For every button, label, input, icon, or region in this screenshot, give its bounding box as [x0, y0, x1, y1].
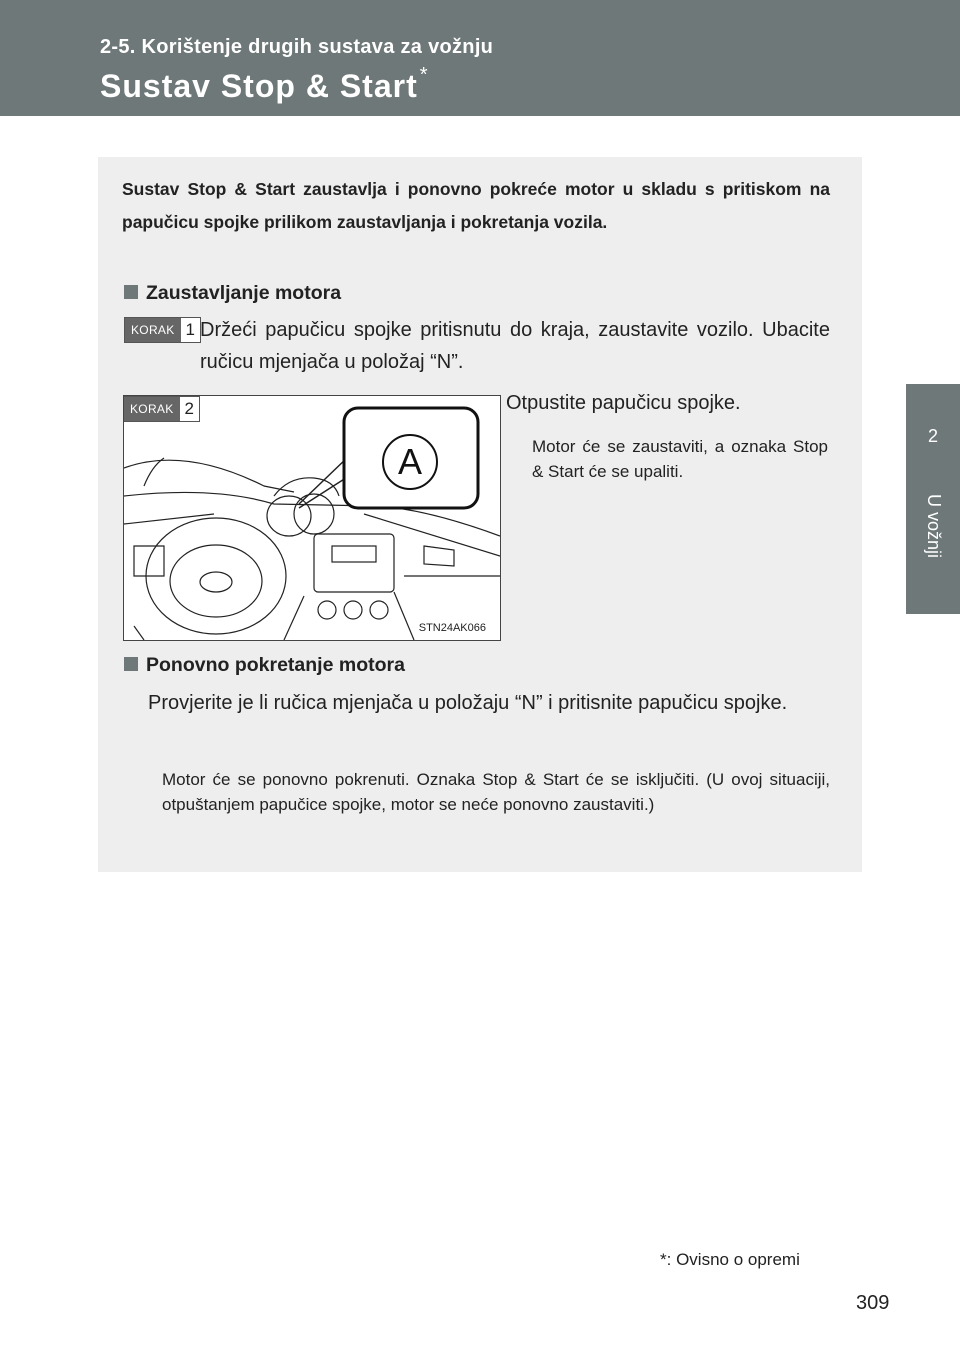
step-badge-label: KORAK — [124, 397, 180, 421]
stop-heading — [124, 282, 341, 305]
step-1-badge — [124, 317, 201, 343]
footnote-mark: * — [419, 64, 429, 86]
step-2-text: Otpustite papučicu spojke. — [506, 392, 741, 414]
step-badge-label: KORAK — [125, 318, 181, 342]
footnote-mark: * — [660, 1250, 667, 1269]
stop-heading-text: Zaustavljanje motora — [146, 282, 342, 304]
footnote-text: : Ovisno o opremi — [666, 1250, 800, 1269]
restart-heading — [124, 654, 405, 677]
stop-start-indicator-icon — [382, 434, 438, 490]
intro-paragraph: Sustav Stop & Start zaustavlja i ponovno pokreće motor u skladu s pritiskom na papučicu spojke prilikom zaustavljanja i pokretanja vozila. — [122, 179, 830, 232]
step-2-note: Motor će se zaustaviti, a oznaka Stop & Start će se upaliti. — [532, 437, 828, 481]
page-title — [100, 64, 429, 105]
page-header — [0, 0, 960, 116]
dashboard-illustration — [123, 395, 501, 641]
restart-heading-text: Ponovno pokretanje motora — [146, 654, 405, 676]
square-bullet-icon — [124, 285, 138, 299]
chapter-number: 2 — [927, 426, 938, 446]
restart-text: Provjerite je li ručica mjenjača u položaju “N” i pritisnite papučicu spojke. — [148, 692, 788, 714]
page-number: 309 — [856, 1292, 890, 1314]
square-bullet-icon — [124, 657, 138, 671]
footnote — [660, 1250, 800, 1270]
chapter-tab[interactable] — [906, 384, 960, 614]
chapter-label: U vožnji — [924, 494, 944, 559]
step-2-badge — [123, 396, 200, 422]
figure-code: STN24AK066 — [418, 622, 486, 634]
dashboard-drawing — [124, 396, 500, 640]
section-label: 2-5. Korištenje drugih sustava za vožnju — [100, 36, 494, 58]
indicator-letter: A — [397, 441, 422, 482]
step-badge-number: 1 — [185, 320, 195, 339]
step-badge-number: 2 — [184, 399, 194, 418]
content-box — [98, 157, 862, 872]
step-1-text: Držeći papučicu spojke pritisnutu do kraja, zaustavite vozilo. Ubacite ručicu mjenjača u položaj “N”. — [200, 319, 830, 373]
restart-note: Motor će se ponovno pokrenuti. Oznaka Stop & Start će se isključiti. (U ovoj situaciji, otpuštanjem papučice spojke, motor se neće ponovno zaustaviti.) — [162, 770, 830, 814]
page-title-text: Sustav Stop & Start — [100, 68, 418, 104]
